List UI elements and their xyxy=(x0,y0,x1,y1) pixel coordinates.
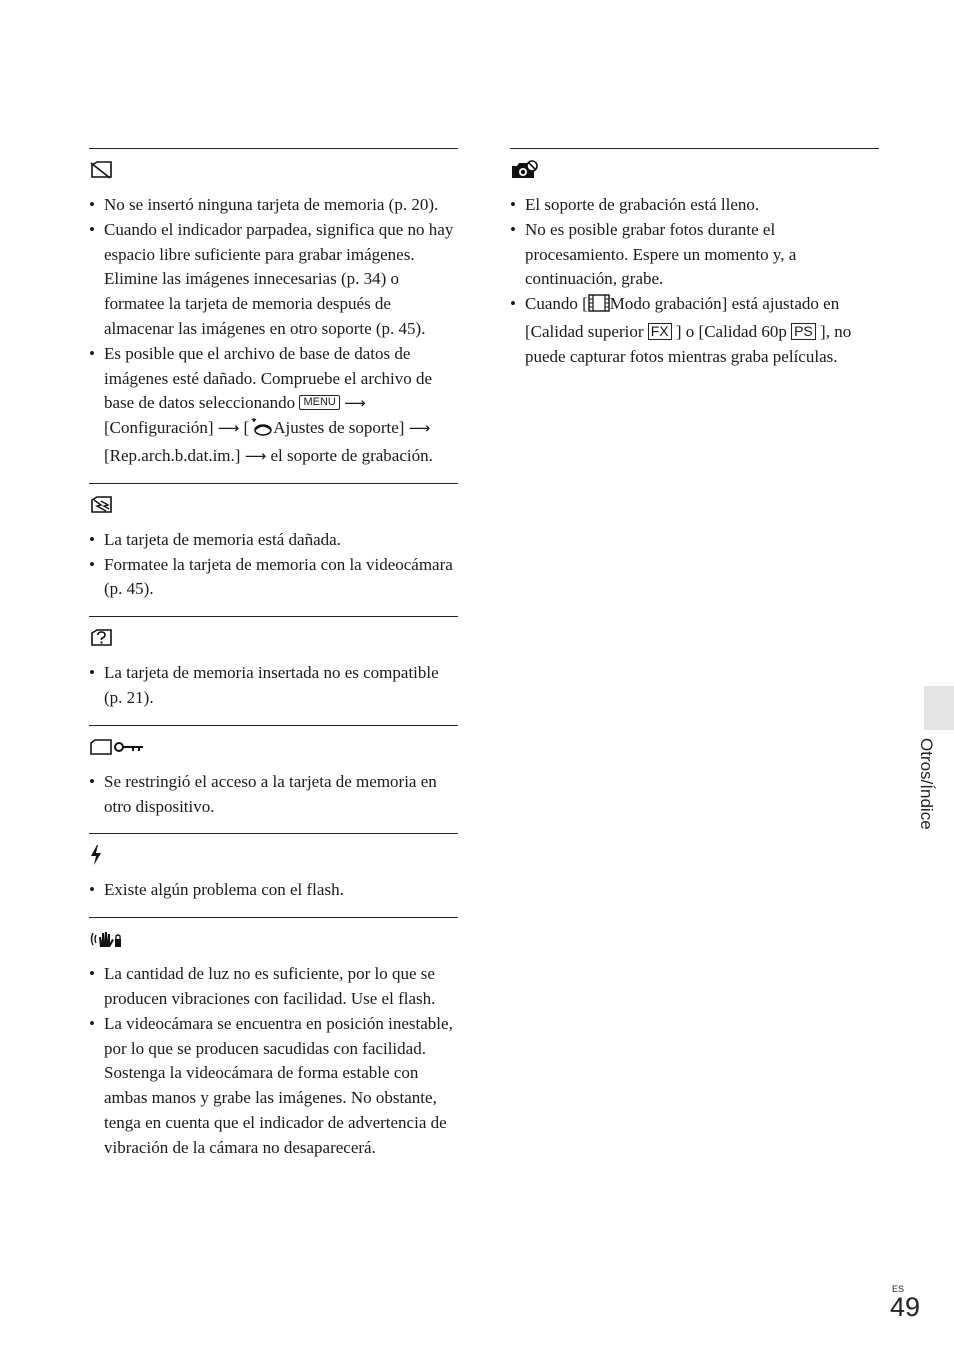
film-strip-icon xyxy=(588,294,610,320)
photo-cannot-record-icon xyxy=(510,159,879,181)
item-text: [Rep.arch.b.dat.im.] xyxy=(104,445,241,465)
side-tab-label: Otros/Índice xyxy=(917,738,936,830)
item-text: Cuando [ xyxy=(525,294,588,314)
media-settings-icon xyxy=(249,416,273,444)
item-text: Modo grabación] está ajustado en [Calidad superior xyxy=(525,294,840,341)
flash-icon xyxy=(89,844,458,866)
list-item: • Cuando el indicador parpadea, significa que no hay espacio libre suficiente para grabar imágenes. Elimine las imágenes innecesarias (p. 34) o formatee la tarjeta de memoria después de almacenar las imágenes en otro soporte (p. 45). xyxy=(89,218,458,342)
incompatible-memory-card-icon xyxy=(89,627,458,649)
bullet-list xyxy=(89,661,458,711)
section-no-memory-card xyxy=(89,148,458,483)
list-item: • La tarjeta de memoria está dañada. xyxy=(89,528,458,553)
list-item: • Formatee la tarjeta de memoria con la videocámara (p. 45). xyxy=(89,553,458,603)
right-column xyxy=(510,148,879,384)
menu-button-symbol: MENU xyxy=(299,395,339,410)
memory-card-locked-icon xyxy=(89,736,458,758)
section-photo-cannot-record xyxy=(510,148,879,384)
arrow-icon: ⟶ xyxy=(408,419,431,438)
arrow-icon: ⟶ xyxy=(344,394,366,413)
item-text: ] o [Calidad 60p xyxy=(675,321,787,341)
list-item xyxy=(510,292,879,369)
list-item: • La videocámara se encuentra en posición inestable, por lo que se producen sacudidas con facilidad. Sostenga la videocámara de forma estable con ambas manos y grabe las imágenes. No obstante, tenga en cuenta que el indicador de advertencia de vibración de la cámara no desaparecerá. xyxy=(89,1012,458,1161)
item-text: [Configuración] xyxy=(104,418,214,438)
no-memory-card-icon xyxy=(89,159,458,181)
item-text: el soporte de grabación. xyxy=(270,445,433,465)
bullet-list xyxy=(89,193,458,469)
bullet-list xyxy=(89,878,458,903)
item-text: ], no puede capturar fotos mientras graba películas. xyxy=(525,321,852,366)
item-text: Ajustes de soporte] xyxy=(273,418,405,438)
list-item: • Se restringió el acceso a la tarjeta de memoria en otro dispositivo. xyxy=(89,770,458,820)
bullet-list xyxy=(89,528,458,602)
list-item: • Existe algún problema con el flash. xyxy=(89,878,458,903)
ps-mode-symbol: PS xyxy=(791,323,816,340)
item-text: Es posible que el archivo de base de datos de imágenes esté dañado. Compruebe el archivo de base de datos seleccionando xyxy=(104,343,433,413)
section-damaged-memory-card xyxy=(89,483,458,616)
section-flash xyxy=(89,833,458,917)
page-number: 49 xyxy=(890,1292,921,1322)
side-tab-marker xyxy=(924,686,954,730)
section-memory-card-locked xyxy=(89,725,458,834)
list-item: • La tarjeta de memoria insertada no es compatible (p. 21). xyxy=(89,661,458,711)
left-column xyxy=(89,148,458,1175)
item-text: [ xyxy=(243,418,250,438)
list-item: • El soporte de grabación está lleno. xyxy=(510,193,879,218)
list-item: • No se insertó ninguna tarjeta de memoria (p. 20). xyxy=(89,193,458,218)
bullet-list xyxy=(510,193,879,370)
arrow-icon: ⟶ xyxy=(217,419,240,438)
arrow-icon: ⟶ xyxy=(244,446,267,465)
bullet-list xyxy=(89,770,458,820)
section-camera-shake xyxy=(89,917,458,1174)
fx-mode-symbol: FX xyxy=(648,323,672,340)
section-incompatible-memory-card xyxy=(89,616,458,725)
list-item: • La cantidad de luz no es suficiente, por lo que se producen vibraciones con facilidad. Use el flash. xyxy=(89,962,458,1012)
camera-shake-warning-icon xyxy=(89,928,458,950)
language-code: ES xyxy=(892,1284,905,1294)
list-item xyxy=(89,342,458,469)
bullet-list xyxy=(89,962,458,1160)
list-item: • No es posible grabar fotos durante el procesamiento. Espere un momento y, a continuación, grabe. xyxy=(510,218,879,292)
damaged-memory-card-icon xyxy=(89,494,458,516)
